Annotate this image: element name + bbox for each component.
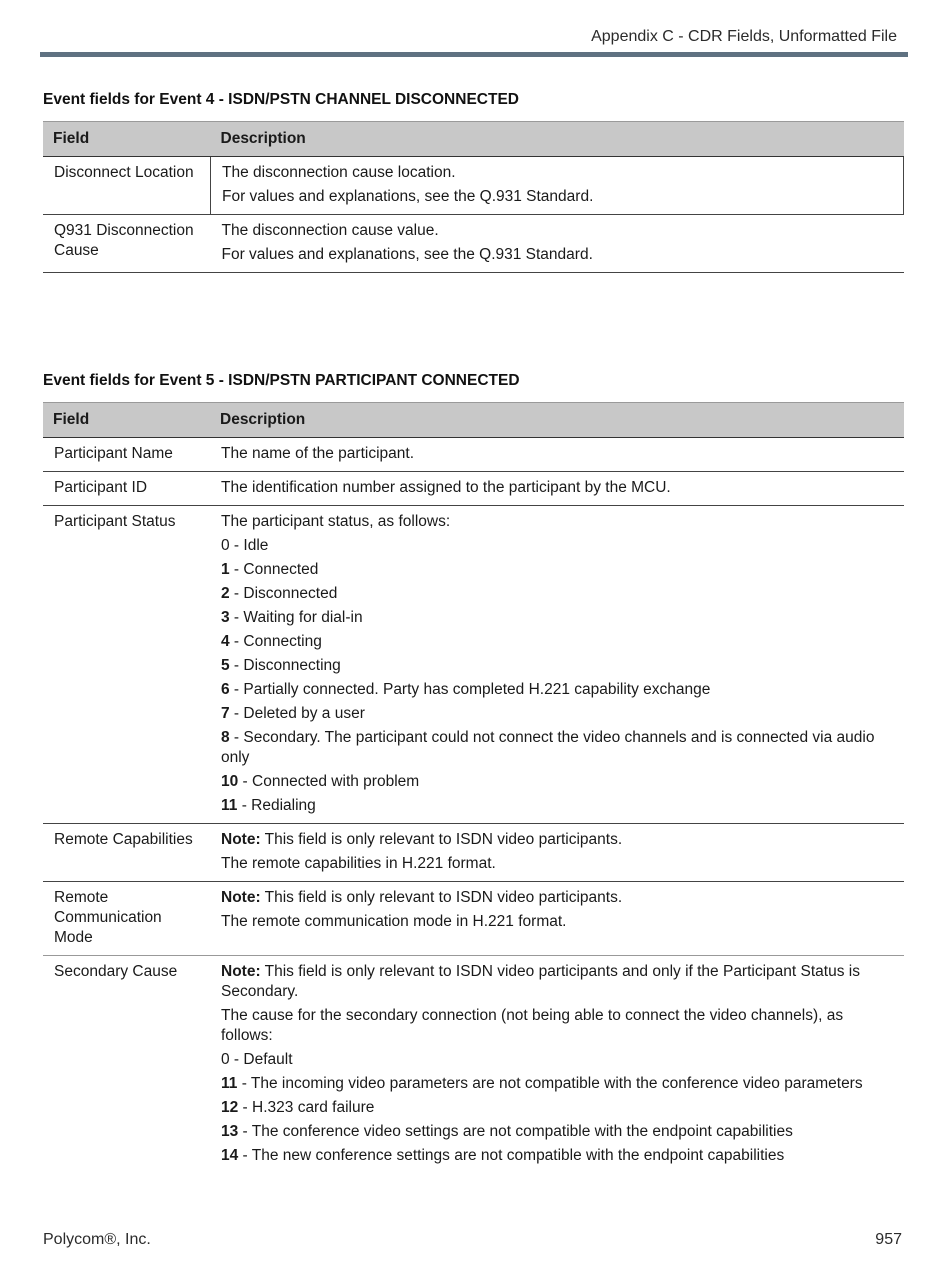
description-line: For values and explanations, see the Q.931 Standard. [221, 246, 593, 263]
field-description [211, 157, 904, 215]
footer-page-number: 957 [875, 1231, 902, 1248]
status-value: 5 - Disconnecting [221, 657, 341, 674]
status-value: 8 - Secondary. The participant could not connect the video channels and is connected via audio only [221, 729, 875, 766]
status-value: 6 - Partially connected. Party has completed H.221 capability exchange [221, 681, 711, 698]
field-description [210, 882, 904, 956]
field-description [210, 506, 904, 824]
description-line: The cause for the secondary connection (not being able to connect the video channels), as follows: [221, 1007, 844, 1044]
page-header-title: Appendix C - CDR Fields, Unformatted File [591, 28, 897, 45]
cause-value: 13 - The conference video settings are not compatible with the endpoint capabilities [221, 1123, 793, 1140]
status-value-list [221, 560, 894, 816]
description-line: The disconnection cause value. [221, 222, 439, 239]
field-description [210, 438, 904, 472]
table-header-row [43, 122, 904, 157]
description-column-header: Description [211, 122, 904, 157]
cause-value: 11 - The incoming video parameters are not compatible with the conference video parameters [221, 1075, 863, 1092]
status-value: 3 - Waiting for dial-in [221, 609, 363, 626]
field-name: Participant Name [43, 438, 210, 472]
description-line: The remote communication mode in H.221 format. [221, 913, 567, 930]
cause-value: 0 - Default [221, 1051, 293, 1068]
table-row [43, 882, 904, 956]
cause-value: 12 - H.323 card failure [221, 1099, 375, 1116]
description-line: For values and explanations, see the Q.931 Standard. [222, 188, 594, 205]
table-row [43, 157, 904, 215]
table-row [43, 956, 904, 1174]
description-column-header: Description [210, 403, 904, 438]
event4-fields-table [43, 121, 904, 273]
note-line: Note: This field is only relevant to ISDN video participants. [221, 889, 623, 906]
event5-fields-table [43, 402, 904, 1173]
table-row [43, 472, 904, 506]
field-description [210, 472, 904, 506]
field-name: Secondary Cause [54, 963, 178, 980]
status-value: 11 - Redialing [221, 797, 316, 814]
description-line: The disconnection cause location. [222, 164, 456, 181]
event5-section-title: Event fields for Event 5 - ISDN/PSTN PARTICIPANT CONNECTED [43, 372, 520, 389]
field-name: Disconnect Location [43, 157, 211, 215]
status-value: 2 - Disconnected [221, 585, 338, 602]
description-line: The identification number assigned to the participant by the MCU. [221, 479, 671, 496]
table-row [43, 506, 904, 824]
note-line: Note: This field is only relevant to ISDN video participants and only if the Participant Status is Secondary. [221, 963, 860, 1000]
table-row [43, 438, 904, 472]
field-name: Q931 Disconnection Cause [43, 215, 211, 273]
table-row [43, 824, 904, 882]
cause-value: 14 - The new conference settings are not compatible with the endpoint capabilities [221, 1147, 785, 1164]
field-name: Participant Status [43, 506, 210, 824]
header-rule [40, 52, 908, 57]
description-line: The participant status, as follows: [221, 513, 451, 530]
description-line: The remote capabilities in H.221 format. [221, 855, 496, 872]
table-header-row [43, 403, 904, 438]
field-column-header: Field [43, 403, 210, 438]
description-line: The name of the participant. [221, 445, 415, 462]
table-row [43, 215, 904, 273]
status-value: 0 - Idle [221, 537, 269, 554]
event4-section-title: Event fields for Event 4 - ISDN/PSTN CHANNEL DISCONNECTED [43, 91, 519, 108]
status-value: 7 - Deleted by a user [221, 705, 365, 722]
footer-company: Polycom®, Inc. [43, 1231, 151, 1248]
status-value: 4 - Connecting [221, 633, 322, 650]
field-name: Remote Capabilities [43, 824, 210, 882]
field-name: Remote Communication Mode [43, 882, 210, 956]
field-description [210, 956, 904, 1174]
field-column-header: Field [43, 122, 211, 157]
field-name: Participant ID [43, 472, 210, 506]
status-value: 10 - Connected with problem [221, 773, 420, 790]
note-line: Note: This field is only relevant to ISDN video participants. [221, 831, 623, 848]
field-description [210, 824, 904, 882]
status-value: 1 - Connected [221, 561, 319, 578]
field-description [211, 215, 904, 273]
